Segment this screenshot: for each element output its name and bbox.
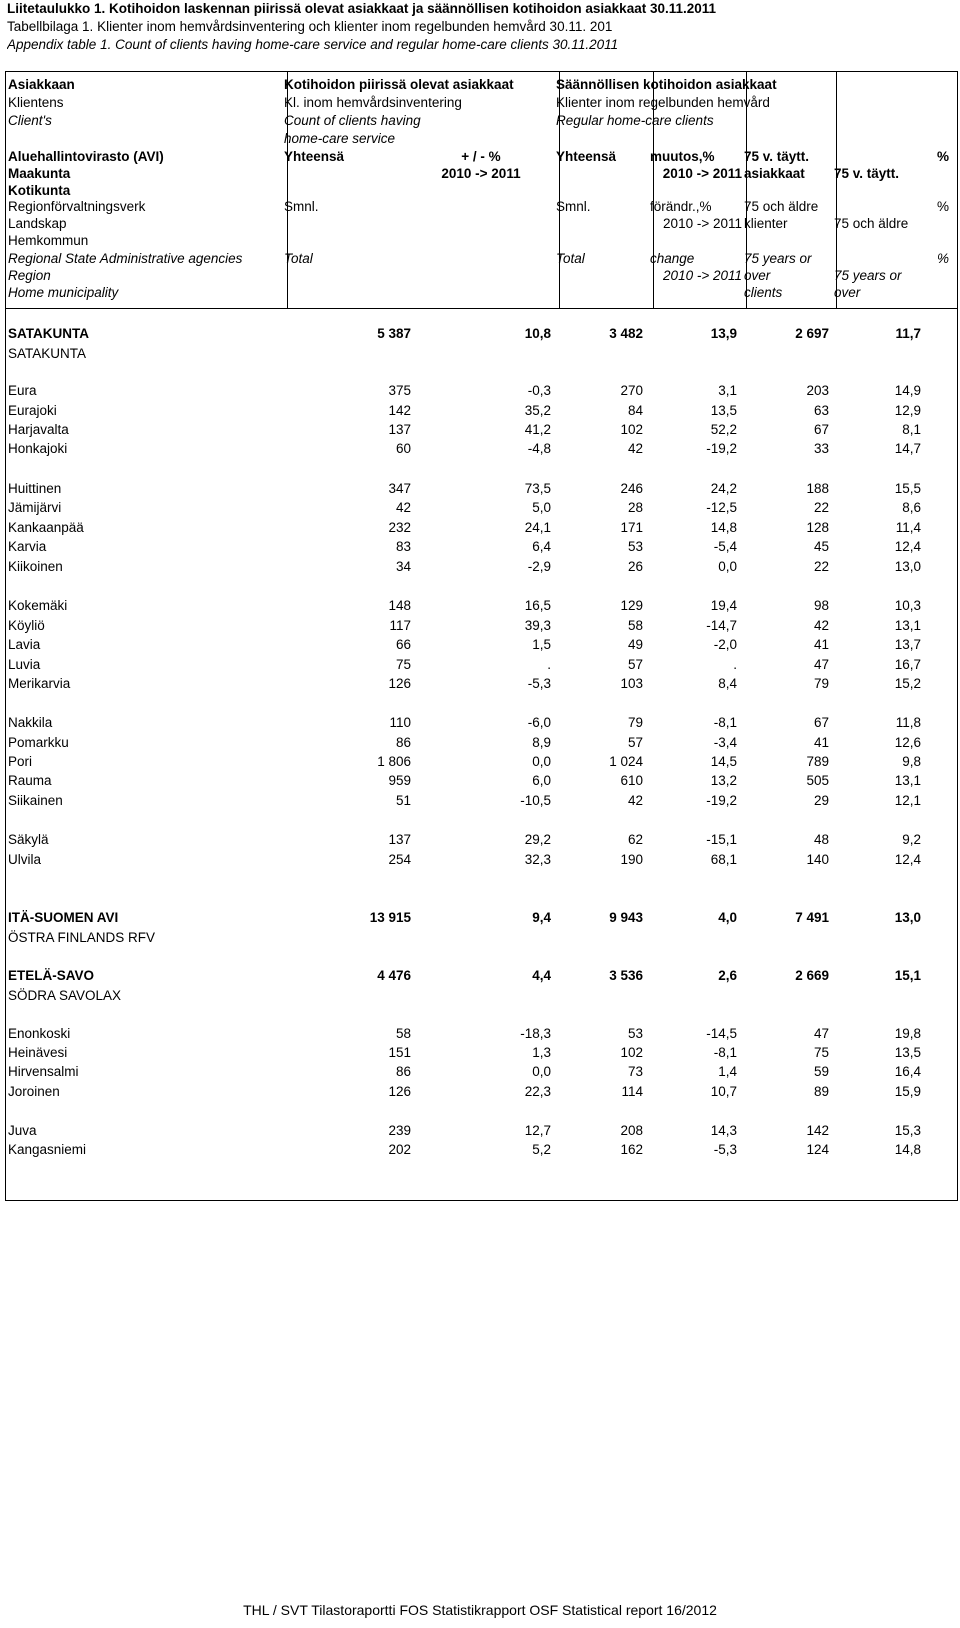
regular-change-cell: -5,4 bbox=[713, 539, 737, 554]
col-pct-header: % bbox=[936, 251, 949, 266]
row-label: Pomarkku bbox=[8, 735, 69, 750]
pct-75-cell: 19,8 bbox=[894, 1026, 921, 1041]
row-label: Eura bbox=[8, 383, 37, 398]
regular-total-cell: 270 bbox=[620, 383, 643, 398]
change-cell: 0,0 bbox=[532, 1064, 551, 1079]
col-pct-header: 75 v. täytt. bbox=[834, 166, 900, 181]
regular-total-cell: 53 bbox=[627, 1026, 643, 1041]
region-label-sv: Landskap bbox=[8, 216, 67, 231]
total-cell: 1 806 bbox=[377, 754, 411, 769]
change-cell: -6,0 bbox=[527, 715, 551, 730]
change-cell: -2,9 bbox=[527, 559, 551, 574]
change-cell: 1,5 bbox=[532, 637, 551, 652]
regular-change-cell: 14,5 bbox=[710, 754, 737, 769]
pct-75-cell: 14,7 bbox=[894, 441, 921, 456]
pct-75-cell: 13,1 bbox=[894, 773, 921, 788]
total-cell: 137 bbox=[388, 832, 411, 847]
row-label: Honkajoki bbox=[8, 441, 68, 456]
total-cell: 126 bbox=[388, 676, 411, 691]
change-cell: 5,0 bbox=[532, 500, 551, 515]
col-pct-header: 75 years or bbox=[834, 268, 902, 283]
total-cell: 86 bbox=[395, 735, 411, 750]
pct-75-cell: 12,1 bbox=[894, 793, 921, 808]
group-header-regular-care: Klienter inom regelbunden hemvård bbox=[556, 95, 770, 110]
regular-change-cell: 68,1 bbox=[710, 852, 737, 867]
change-cell: 39,3 bbox=[524, 618, 551, 633]
change-cell: 41,2 bbox=[524, 422, 551, 437]
change-cell: 24,1 bbox=[524, 520, 551, 535]
clients-75-cell: 59 bbox=[813, 1064, 829, 1079]
region-label-sv: Regionförvaltningsverk bbox=[8, 199, 146, 214]
clients-75-cell: 29 bbox=[813, 793, 829, 808]
title-swedish: Tabellbilaga 1. Klienter inom hemvårdsinventering och klienter inom regelbunden hemvård 30.11. 201 bbox=[7, 19, 613, 34]
regular-change-cell: -5,3 bbox=[713, 1142, 737, 1157]
regular-change-cell: 24,2 bbox=[710, 481, 737, 496]
row-label: Säkylä bbox=[8, 832, 49, 847]
total-cell: 13 915 bbox=[369, 910, 411, 925]
row-label: Enonkoski bbox=[8, 1026, 71, 1041]
regular-change-cell: -8,1 bbox=[713, 1045, 737, 1060]
total-cell: 86 bbox=[395, 1064, 411, 1079]
total-cell: 959 bbox=[388, 773, 411, 788]
change-cell: 0,0 bbox=[532, 754, 551, 769]
regular-change-cell: 13,2 bbox=[710, 773, 737, 788]
change-cell: -4,8 bbox=[527, 441, 551, 456]
total-cell: 42 bbox=[395, 500, 411, 515]
change-cell: -10,5 bbox=[520, 793, 551, 808]
pct-75-cell: 10,3 bbox=[894, 598, 921, 613]
row-label: Pori bbox=[8, 754, 33, 769]
total-cell: 375 bbox=[388, 383, 411, 398]
change-cell: 6,0 bbox=[532, 773, 551, 788]
clients-75-cell: 2 669 bbox=[795, 968, 829, 983]
regular-total-cell: 57 bbox=[627, 657, 643, 672]
clients-75-cell: 188 bbox=[806, 481, 829, 496]
clients-75-cell: 128 bbox=[806, 520, 829, 535]
row-label: Joroinen bbox=[8, 1084, 60, 1099]
pct-75-cell: 9,2 bbox=[902, 832, 921, 847]
col-total2-header: Smnl. bbox=[556, 199, 591, 214]
row-label: Kankaanpää bbox=[8, 520, 84, 535]
change-cell: 22,3 bbox=[524, 1084, 551, 1099]
region-label-fi: Aluehallintovirasto (AVI) bbox=[8, 149, 164, 164]
clients-75-cell: 98 bbox=[813, 598, 829, 613]
col-75-header: 75 years or bbox=[744, 251, 812, 266]
change-cell: 5,2 bbox=[532, 1142, 551, 1157]
regular-total-cell: 129 bbox=[620, 598, 643, 613]
clients-75-cell: 79 bbox=[813, 676, 829, 691]
regular-total-cell: 79 bbox=[627, 715, 643, 730]
region-label-en: Home municipality bbox=[8, 285, 119, 300]
client-label: Client's bbox=[8, 113, 52, 128]
group-header-home-care: home-care service bbox=[284, 131, 396, 146]
clients-75-cell: 67 bbox=[813, 422, 829, 437]
col-change2-header: muutos,% bbox=[650, 149, 715, 164]
statistics-table bbox=[5, 71, 958, 1201]
clients-75-cell: 47 bbox=[813, 657, 829, 672]
regular-total-cell: 102 bbox=[620, 422, 643, 437]
total-cell: 239 bbox=[388, 1123, 411, 1138]
clients-75-cell: 22 bbox=[813, 559, 829, 574]
change-cell: 29,2 bbox=[524, 832, 551, 847]
clients-75-cell: 89 bbox=[813, 1084, 829, 1099]
col-change2-header: change bbox=[650, 251, 695, 266]
change-cell: -5,3 bbox=[527, 676, 551, 691]
regular-change-cell: 0,0 bbox=[718, 559, 737, 574]
row-label: Hirvensalmi bbox=[8, 1064, 79, 1079]
regular-change-cell: 14,3 bbox=[710, 1123, 737, 1138]
pct-75-cell: 13,0 bbox=[894, 559, 921, 574]
title-english: Appendix table 1. Count of clients having home-care service and regular home-care clients 30.11.2011 bbox=[7, 37, 619, 52]
region-label-fi: Kotikunta bbox=[8, 183, 71, 198]
col-75-header: 75 v. täytt. bbox=[744, 149, 810, 164]
pct-75-cell: 14,8 bbox=[894, 1142, 921, 1157]
regular-total-cell: 103 bbox=[620, 676, 643, 691]
clients-75-cell: 140 bbox=[806, 852, 829, 867]
col-75-header: over bbox=[744, 268, 771, 283]
total-cell: 4 476 bbox=[377, 968, 411, 983]
row-label: Kokemäki bbox=[8, 598, 68, 613]
regular-change-cell: . bbox=[733, 657, 737, 672]
col-total-header: Smnl. bbox=[284, 199, 319, 214]
regular-total-cell: 42 bbox=[627, 793, 643, 808]
total-cell: 83 bbox=[395, 539, 411, 554]
pct-75-cell: 8,1 bbox=[902, 422, 921, 437]
clients-75-cell: 33 bbox=[813, 441, 829, 456]
total-cell: 347 bbox=[388, 481, 411, 496]
col-pct-header: % bbox=[936, 199, 949, 214]
col-total-header: Total bbox=[284, 251, 313, 266]
row-label: Luvia bbox=[8, 657, 41, 672]
regular-total-cell: 102 bbox=[620, 1045, 643, 1060]
row-sublabel: SATAKUNTA bbox=[8, 346, 87, 361]
row-label: ITÄ-SUOMEN AVI bbox=[8, 910, 119, 925]
total-cell: 142 bbox=[388, 403, 411, 418]
group-header-home-care: Kotihoidon piirissä olevat asiakkaat bbox=[284, 77, 514, 92]
client-label: Asiakkaan bbox=[8, 77, 75, 92]
pct-75-cell: 12,6 bbox=[894, 735, 921, 750]
report-footer: THL / SVT Tilastoraportti FOS Statistikrapport OSF Statistical report 16/2012 bbox=[243, 1602, 717, 1618]
row-label: Karvia bbox=[8, 539, 47, 554]
clients-75-cell: 2 697 bbox=[795, 326, 829, 341]
row-label: Köyliö bbox=[8, 618, 45, 633]
col-total2-header: Yhteensä bbox=[556, 149, 617, 164]
row-label: Kangasniemi bbox=[8, 1142, 87, 1157]
change-cell: 8,9 bbox=[532, 735, 551, 750]
regular-total-cell: 49 bbox=[627, 637, 643, 652]
total-cell: 151 bbox=[388, 1045, 411, 1060]
row-label: Rauma bbox=[8, 773, 52, 788]
pct-75-cell: 11,8 bbox=[895, 715, 921, 730]
total-cell: 126 bbox=[388, 1084, 411, 1099]
clients-75-cell: 67 bbox=[813, 715, 829, 730]
total-cell: 34 bbox=[395, 559, 411, 574]
change-cell: 32,3 bbox=[524, 852, 551, 867]
col-75-header: clients bbox=[744, 285, 783, 300]
row-sublabel: ÖSTRA FINLANDS RFV bbox=[8, 930, 156, 945]
row-label: Eurajoki bbox=[8, 403, 57, 418]
regular-change-cell: 10,7 bbox=[710, 1084, 737, 1099]
clients-75-cell: 47 bbox=[813, 1026, 829, 1041]
pct-75-cell: 12,9 bbox=[894, 403, 921, 418]
clients-75-cell: 42 bbox=[813, 618, 829, 633]
regular-total-cell: 114 bbox=[621, 1084, 643, 1099]
regular-change-cell: -14,5 bbox=[706, 1026, 737, 1041]
col-change-header: 2010 -> 2011 bbox=[441, 166, 521, 181]
change-cell: -18,3 bbox=[520, 1026, 551, 1041]
regular-change-cell: 8,4 bbox=[718, 676, 737, 691]
pct-75-cell: 15,1 bbox=[894, 968, 921, 983]
clients-75-cell: 22 bbox=[813, 500, 829, 515]
regular-total-cell: 53 bbox=[627, 539, 643, 554]
clients-75-cell: 505 bbox=[806, 773, 829, 788]
total-cell: 5 387 bbox=[377, 326, 411, 341]
pct-75-cell: 11,4 bbox=[895, 520, 921, 535]
clients-75-cell: 75 bbox=[813, 1045, 829, 1060]
row-label: Siikainen bbox=[8, 793, 63, 808]
row-label: Harjavalta bbox=[8, 422, 69, 437]
total-cell: 58 bbox=[395, 1026, 411, 1041]
pct-75-cell: 16,4 bbox=[894, 1064, 921, 1079]
pct-75-cell: 13,1 bbox=[894, 618, 921, 633]
col-total2-header: Total bbox=[556, 251, 585, 266]
change-cell: 1,3 bbox=[532, 1045, 551, 1060]
col-change2-header: förändr.,% bbox=[650, 199, 712, 214]
pct-75-cell: 15,5 bbox=[894, 481, 921, 496]
col-pct-header: over bbox=[834, 285, 861, 300]
total-cell: 148 bbox=[388, 598, 411, 613]
total-cell: 66 bbox=[395, 637, 411, 652]
regular-change-cell: 4,0 bbox=[718, 910, 737, 925]
col-pct-header: % bbox=[936, 149, 949, 164]
regular-total-cell: 42 bbox=[627, 441, 643, 456]
regular-change-cell: -8,1 bbox=[713, 715, 737, 730]
total-cell: 254 bbox=[388, 852, 411, 867]
row-sublabel: SÖDRA SAVOLAX bbox=[8, 988, 122, 1003]
row-label: Nakkila bbox=[8, 715, 53, 730]
regular-change-cell: -19,2 bbox=[706, 441, 737, 456]
clients-75-cell: 203 bbox=[806, 383, 829, 398]
change-cell: 16,5 bbox=[524, 598, 551, 613]
title-finnish: Liitetaulukko 1. Kotihoidon laskennan piirissä olevat asiakkaat ja säännöllisen kotihoidon asiakkaat 30.11.2011 bbox=[7, 1, 717, 16]
regular-total-cell: 57 bbox=[627, 735, 643, 750]
clients-75-cell: 48 bbox=[813, 832, 829, 847]
regular-total-cell: 26 bbox=[627, 559, 643, 574]
row-label: Heinävesi bbox=[8, 1045, 68, 1060]
pct-75-cell: 12,4 bbox=[894, 852, 921, 867]
pct-75-cell: 11,7 bbox=[895, 326, 921, 341]
group-header-home-care: Kl. inom hemvårdsinventering bbox=[284, 95, 462, 110]
group-header-regular-care: Regular home-care clients bbox=[556, 113, 714, 128]
regular-change-cell: 13,9 bbox=[710, 326, 737, 341]
pct-75-cell: 15,2 bbox=[894, 676, 921, 691]
regular-change-cell: 1,4 bbox=[718, 1064, 737, 1079]
change-cell: 4,4 bbox=[532, 968, 551, 983]
regular-total-cell: 73 bbox=[627, 1064, 643, 1079]
regular-change-cell: 13,5 bbox=[710, 403, 737, 418]
group-header-home-care: Count of clients having bbox=[284, 113, 421, 128]
pct-75-cell: 14,9 bbox=[894, 383, 921, 398]
regular-change-cell: 3,1 bbox=[718, 383, 737, 398]
pct-75-cell: 15,9 bbox=[894, 1084, 921, 1099]
regular-total-cell: 171 bbox=[620, 520, 643, 535]
regular-total-cell: 84 bbox=[627, 403, 643, 418]
regular-total-cell: 610 bbox=[620, 773, 643, 788]
col-pct-header: 75 och äldre bbox=[834, 216, 909, 231]
total-cell: 75 bbox=[395, 657, 411, 672]
clients-75-cell: 41 bbox=[813, 735, 829, 750]
regular-change-cell: -12,5 bbox=[706, 500, 737, 515]
total-cell: 137 bbox=[388, 422, 411, 437]
header-bottom-rule bbox=[6, 308, 957, 309]
col-total-header: Yhteensä bbox=[284, 149, 345, 164]
clients-75-cell: 142 bbox=[806, 1123, 829, 1138]
clients-75-cell: 45 bbox=[813, 539, 829, 554]
group-header-regular-care: Säännöllisen kotihoidon asiakkaat bbox=[556, 77, 777, 92]
regular-total-cell: 190 bbox=[620, 852, 643, 867]
region-label-sv: Hemkommun bbox=[8, 233, 89, 248]
total-cell: 232 bbox=[388, 520, 411, 535]
regular-total-cell: 246 bbox=[620, 481, 643, 496]
pct-75-cell: 9,8 bbox=[902, 754, 921, 769]
col-75-header: klienter bbox=[744, 216, 788, 231]
clients-75-cell: 124 bbox=[806, 1142, 829, 1157]
pct-75-cell: 8,6 bbox=[902, 500, 921, 515]
row-label: Jämijärvi bbox=[8, 500, 62, 515]
regular-change-cell: -19,2 bbox=[706, 793, 737, 808]
change-cell: 35,2 bbox=[524, 403, 551, 418]
regular-change-cell: 2,6 bbox=[718, 968, 737, 983]
change-cell: 10,8 bbox=[524, 326, 551, 341]
change-cell: 9,4 bbox=[532, 910, 551, 925]
regular-total-cell: 3 536 bbox=[609, 968, 643, 983]
clients-75-cell: 789 bbox=[806, 754, 829, 769]
row-label: Ulvila bbox=[8, 852, 42, 867]
pct-75-cell: 13,0 bbox=[894, 910, 921, 925]
row-label: Merikarvia bbox=[8, 676, 71, 691]
total-cell: 117 bbox=[389, 618, 411, 633]
client-label: Klientens bbox=[8, 95, 64, 110]
region-label-fi: Maakunta bbox=[8, 166, 71, 181]
pct-75-cell: 13,7 bbox=[894, 637, 921, 652]
regular-change-cell: 52,2 bbox=[710, 422, 737, 437]
change-cell: . bbox=[547, 657, 551, 672]
regular-total-cell: 28 bbox=[627, 500, 643, 515]
clients-75-cell: 7 491 bbox=[795, 910, 829, 925]
total-cell: 110 bbox=[389, 715, 411, 730]
table-titles bbox=[7, 0, 957, 54]
col-75-header: asiakkaat bbox=[744, 166, 805, 181]
regular-total-cell: 1 024 bbox=[609, 754, 643, 769]
row-label: Juva bbox=[8, 1123, 37, 1138]
region-label-en: Region bbox=[8, 268, 51, 283]
pct-75-cell: 12,4 bbox=[894, 539, 921, 554]
regular-total-cell: 9 943 bbox=[609, 910, 643, 925]
regular-change-cell: -2,0 bbox=[713, 637, 737, 652]
total-cell: 60 bbox=[395, 441, 411, 456]
row-label: Huittinen bbox=[8, 481, 62, 496]
row-label: ETELÄ-SAVO bbox=[8, 968, 95, 983]
change-cell: -0,3 bbox=[527, 383, 551, 398]
regular-change-cell: -3,4 bbox=[713, 735, 737, 750]
regular-change-cell: -14,7 bbox=[706, 618, 737, 633]
regular-total-cell: 62 bbox=[627, 832, 643, 847]
col-75-header: 75 och äldre bbox=[744, 199, 819, 214]
pct-75-cell: 15,3 bbox=[894, 1123, 921, 1138]
row-label: SATAKUNTA bbox=[8, 326, 89, 341]
row-label: Kiikoinen bbox=[8, 559, 63, 574]
col-change-header: + / - % bbox=[461, 149, 501, 164]
pct-75-cell: 16,7 bbox=[894, 657, 921, 672]
change-cell: 73,5 bbox=[524, 481, 551, 496]
regular-change-cell: 19,4 bbox=[710, 598, 737, 613]
regular-total-cell: 208 bbox=[620, 1123, 643, 1138]
clients-75-cell: 41 bbox=[813, 637, 829, 652]
change-cell: 12,7 bbox=[524, 1123, 551, 1138]
col-change2-header: 2010 -> 2011 bbox=[663, 216, 742, 231]
pct-75-cell: 13,5 bbox=[894, 1045, 921, 1060]
total-cell: 202 bbox=[388, 1142, 411, 1157]
change-cell: 6,4 bbox=[532, 539, 551, 554]
col-change2-header: 2010 -> 2011 bbox=[662, 166, 742, 181]
regular-total-cell: 3 482 bbox=[609, 326, 643, 341]
col-change2-header: 2010 -> 2011 bbox=[663, 268, 742, 283]
regular-total-cell: 162 bbox=[620, 1142, 643, 1157]
regular-total-cell: 58 bbox=[627, 618, 643, 633]
region-label-en: Regional State Administrative agencies bbox=[8, 251, 243, 266]
regular-change-cell: -15,1 bbox=[706, 832, 737, 847]
total-cell: 51 bbox=[395, 793, 411, 808]
clients-75-cell: 63 bbox=[813, 403, 829, 418]
regular-change-cell: 14,8 bbox=[710, 520, 737, 535]
row-label: Lavia bbox=[8, 637, 41, 652]
